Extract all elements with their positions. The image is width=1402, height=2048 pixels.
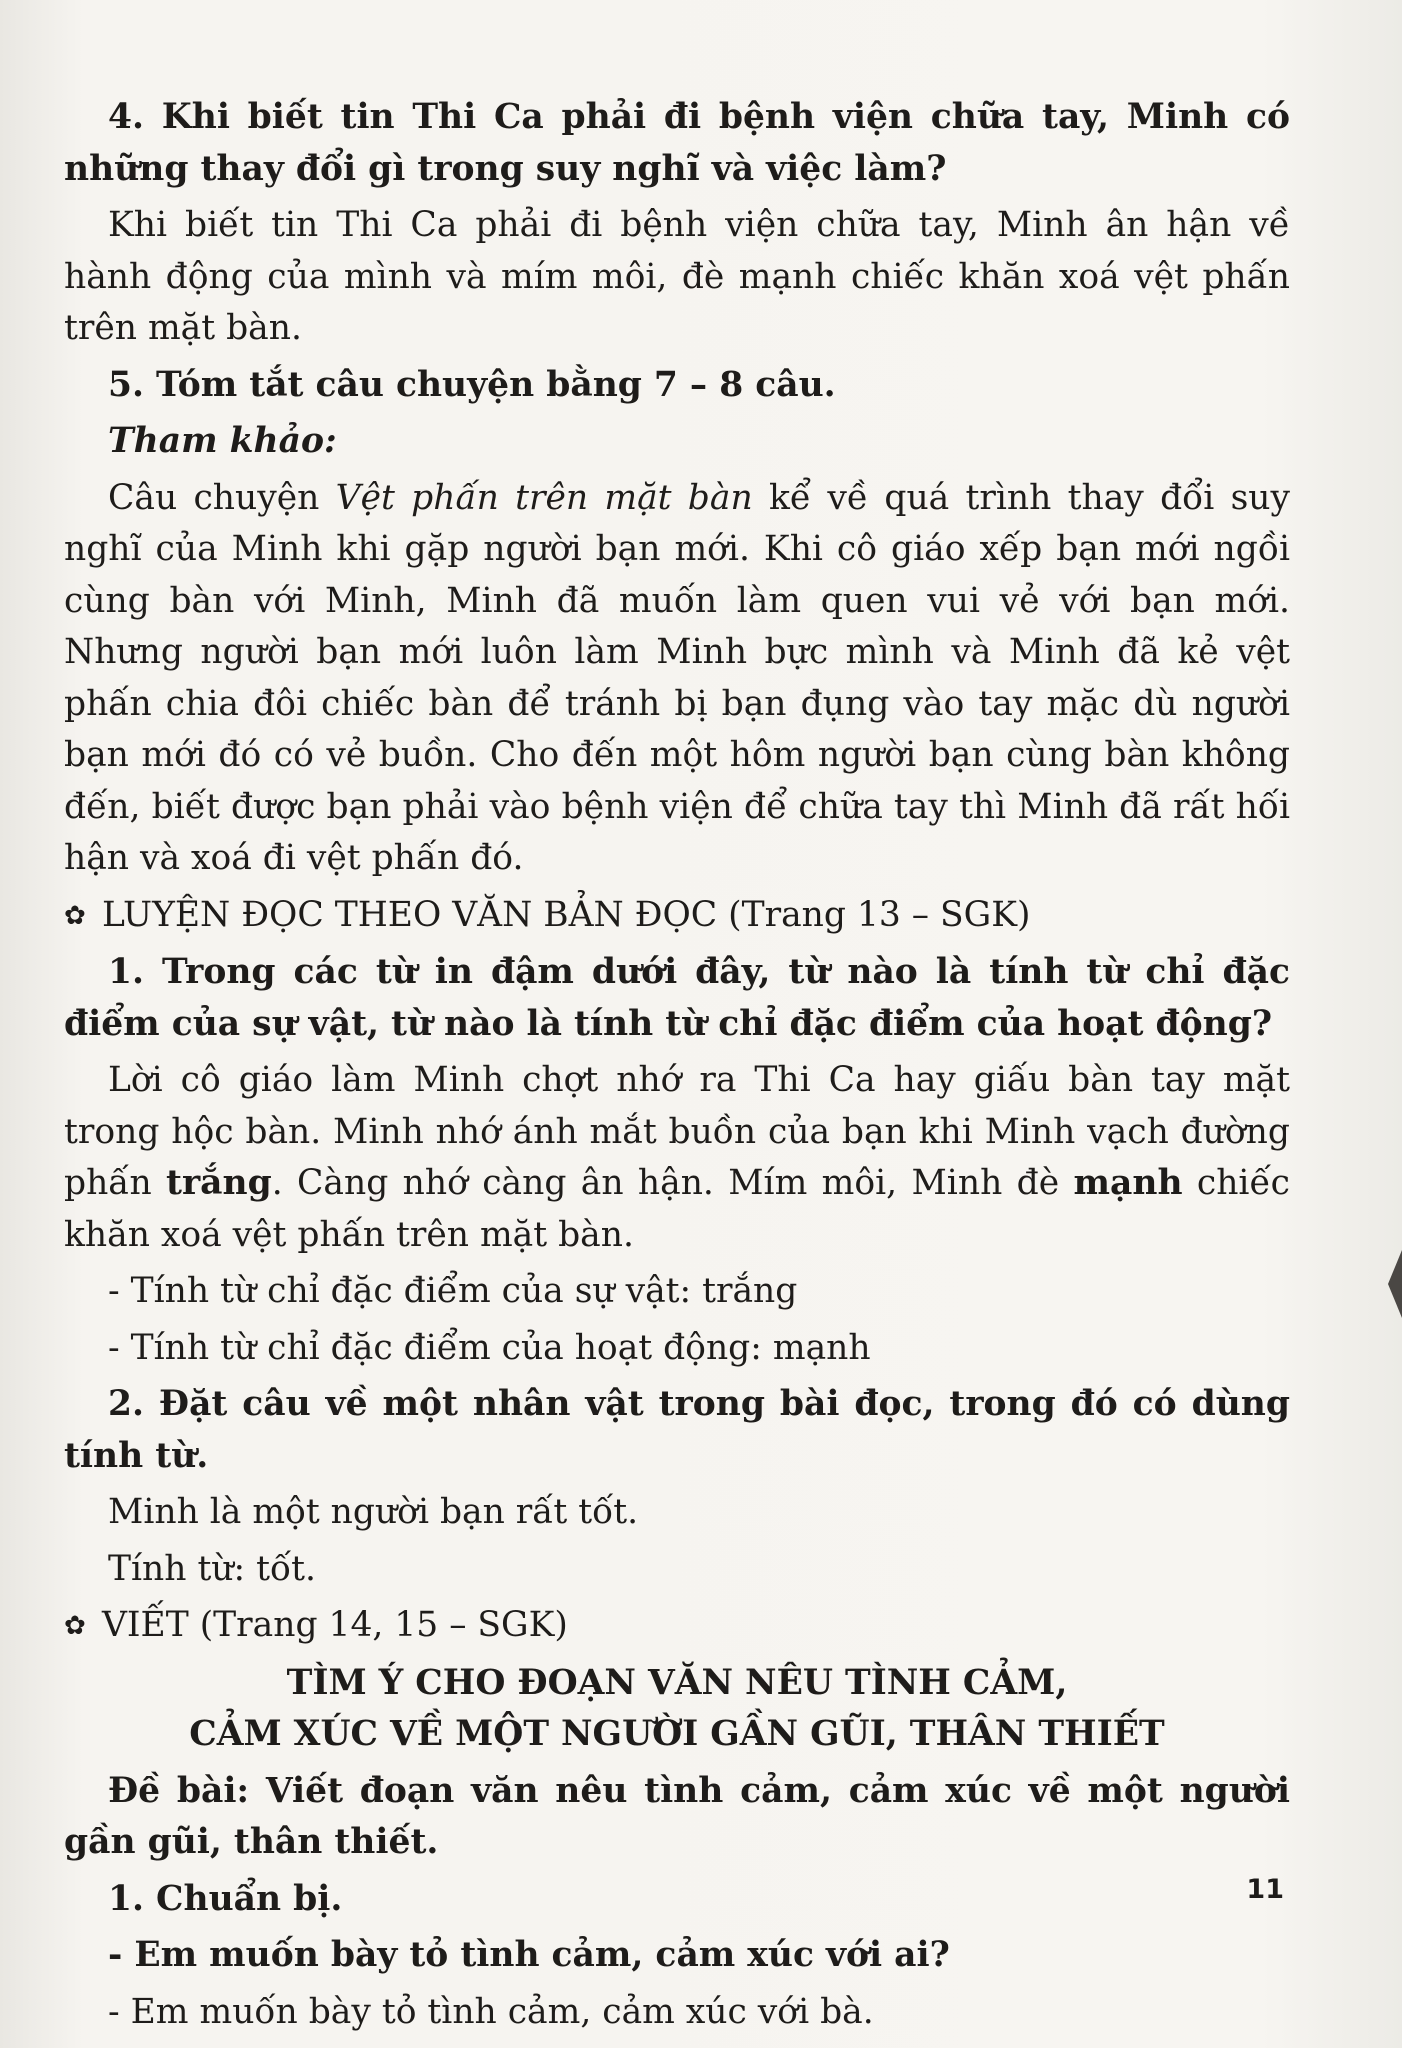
summary-start: Câu chuyện — [108, 477, 336, 518]
question-5-heading: 5. Tóm tắt câu chuyện bằng 7 – 8 câu. — [108, 364, 836, 405]
section-writing-title: VIẾT (Trang 14, 15 – SGK) — [102, 1605, 568, 1645]
reading-question-2-answer: Minh là một người bạn rất tốt. — [108, 1492, 639, 1532]
section-reading-title: LUYỆN ĐỌC THEO VĂN BẢN ĐỌC (Trang 13 – SGK) — [102, 894, 1031, 935]
writing-title-line-2: CẢM XÚC VỀ MỘT NGƯỜI GẦN GŨI, THÂN THIẾT — [189, 1714, 1165, 1754]
flower-icon: ✿ — [64, 900, 86, 931]
writing-prompt: Đề bài: Viết đoạn văn nêu tình cảm, cảm xúc về một người gần gũi, thân thiết. — [64, 1770, 1290, 1862]
reading-question-2-adjective: Tính từ: tốt. — [108, 1548, 316, 1589]
passage-part-3: chiếc khăn xoá vệt phấn trên mặt bàn. — [64, 1163, 1291, 1255]
answer-adjective-action: - Tính từ chỉ đặc điểm của hoạt động: mạnh — [108, 1327, 871, 1368]
reading-question-2-heading: 2. Đặt câu về một nhân vật trong bài đọc, trong đó có dùng tính từ. — [64, 1384, 1290, 1476]
bold-word-manh: mạnh — [1073, 1163, 1183, 1203]
reading-passage — [64, 1055, 1290, 1261]
reference-label: Tham khảo: — [108, 421, 337, 461]
story-title: Vệt phấn trên mặt bàn — [335, 477, 753, 518]
writing-title-line-1: TÌM Ý CHO ĐOẠN VĂN NÊU TÌNH CẢM, — [286, 1662, 1068, 1703]
passage-part-1: Lời cô giáo làm Minh chợt nhớ ra Thi Ca hay giấu bàn tay mặt trong hộc bàn. Minh nhớ ánh mắt buồn của bạn khi Minh vạch đường phấn — [64, 1060, 1290, 1203]
bold-word-trang: trắng — [166, 1163, 272, 1203]
section-reading-heading — [64, 890, 1290, 943]
reading-question-1-heading: 1. Trong các từ in đậm dưới đây, từ nào là tính từ chỉ đặc điểm của sự vật, từ nào là tính từ chỉ đặc điểm của hoạt động? — [64, 952, 1290, 1044]
writing-question: - Em muốn bày tỏ tình cảm, cảm xúc với ai? — [108, 1935, 950, 1975]
section-writing-heading — [64, 1600, 1290, 1653]
question-4-answer: Khi biết tin Thi Ca phải đi bệnh viện chữa tay, Minh ân hận về hành động của mình và mím môi, đè mạnh chiếc khăn xoá vệt phấn trên mặt bàn. — [64, 205, 1290, 348]
writing-answer: - Em muốn bày tỏ tình cảm, cảm xúc với bà. — [108, 1991, 874, 2032]
question-4-heading: 4. Khi biết tin Thi Ca phải đi bệnh viện chữa tay, Minh có những thay đổi gì trong suy nghĩ và việc làm? — [64, 97, 1290, 189]
page-edge-mark — [1388, 1250, 1402, 1318]
page-number: 11 — [1246, 1874, 1284, 1905]
passage-part-2: . Càng nhớ càng ân hận. Mím môi, Minh đè — [271, 1163, 1074, 1203]
answer-adjective-thing: - Tính từ chỉ đặc điểm của sự vật: trắng — [108, 1271, 798, 1311]
story-summary — [64, 473, 1290, 885]
summary-rest: kể về quá trình thay đổi suy nghĩ của Minh khi gặp người bạn mới. Khi cô giáo xếp bạn mới ngồi cùng bàn với Minh, Minh đã muốn làm quen vui vẻ với bạn mới. Nhưng người bạn mới luôn làm Minh bực mình và Minh đã kẻ vệt phấn chia đôi chiếc bàn để tránh bị bạn đụng vào tay mặc dù người bạn mới đó có vẻ buồn. Cho đến một hôm người bạn cùng bàn không đến, biết được bạn phải vào bệnh viện để chữa tay thì Minh đã rất hối hận và xoá đi vệt phấn đó. — [64, 477, 1290, 878]
flower-icon: ✿ — [64, 1611, 86, 1641]
page-content — [64, 92, 1290, 2043]
writing-step-1: 1. Chuẩn bị. — [108, 1878, 343, 1919]
